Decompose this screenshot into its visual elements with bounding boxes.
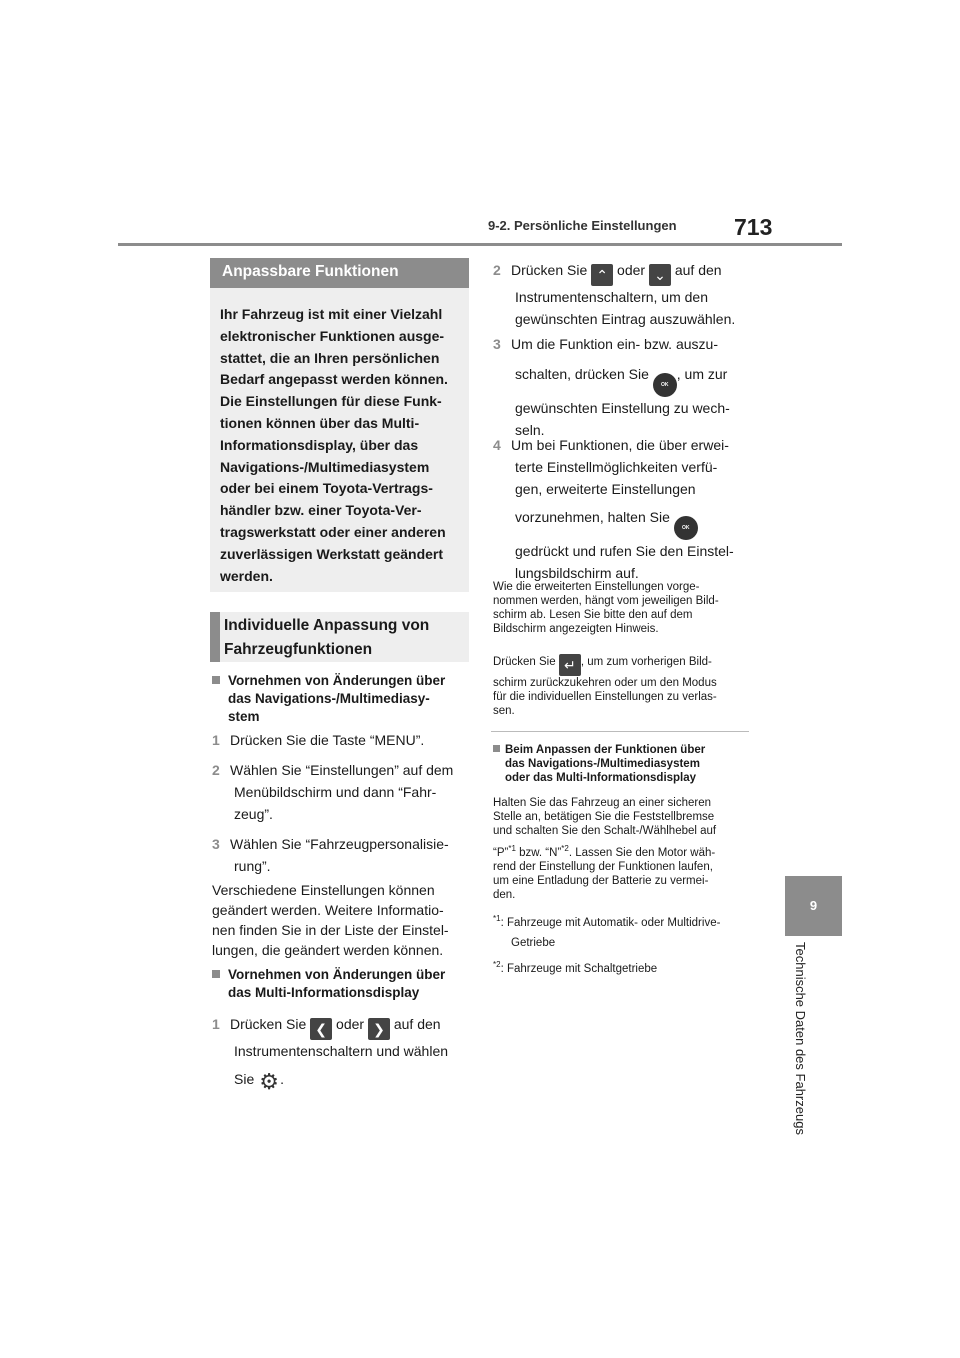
paragraph-settings: Verschiedene Einstellungen können geändert werden. Weitere Informatio- nen finden Sie in der Liste der Einstel- lungen, die geändert werden können. — [212, 882, 449, 958]
step-3: 3 Wählen Sie “Fahrzeugpersonalisie- — [212, 836, 449, 852]
square-bullet-icon — [493, 745, 500, 752]
step-multi-1: 1 Drücken Sie ❮ oder ❯ auf den Instrumentenschaltern und wählen Sie ⚙. — [212, 1016, 449, 1094]
intro-text: Ihr Fahrzeug ist mit einer Vielzahl elektronischer Funktionen ausge- stattet, die an Ihren persönlichen Bedarf angepasst werden können. Die Einstellungen für diese Funk- tionen können über das Multi- Informationsdisplay, über das Navigations-/Multimediasystem oder bei einem Toyota-Vertrags- händler bzw. einer Toyota-Ver- tragswerkstatt oder einer anderen zuverlässigen Werkstatt geändert werden. — [220, 306, 448, 584]
back-icon: ↵ — [559, 654, 581, 676]
ok-button-icon: OK — [674, 516, 698, 540]
subsection-adjust: Beim Anpassen der Funktionen über das Navigations-/Multimediasystem oder das Multi-Informationsdisplay — [493, 743, 755, 785]
chevron-up-icon: ⌃ — [591, 264, 613, 286]
step-right-2: 2 Drücken Sie ⌃ oder ⌄ auf den Instrumentenschaltern, um den gewünschten Eintrag auszuwählen. — [493, 262, 736, 327]
subsection-multi-info: Vornehmen von Änderungen über das Multi-Informationsdisplay — [212, 966, 472, 1002]
note-back: Drücken Sie ↵ , um zum vorherigen Bild- schirm zurückzukehren oder um den Modus für die individuellen Einstellungen zu verlas- sen. — [493, 656, 717, 717]
square-bullet-icon — [212, 676, 220, 684]
steps-navigation: 1 Drücken Sie die Taste “MENU”. 2 Wählen Sie “Einstellungen” auf dem Menübildschirm und dann “Fahr- zeug”. 3 Wählen Sie “Fahrzeugpersonalisie- rung”. — [212, 729, 472, 877]
chevron-down-icon: ⌄ — [649, 264, 671, 286]
chapter-title: Technische Daten des Fahrzeugs — [793, 942, 808, 1135]
section-title: 9-2. Persönliche Einstellungen — [488, 218, 677, 233]
footnotes: $^{*1}$: Fahrzeuge mit Automatik- oder Multidrive- Getriebe $^{*2}$: Fahrzeuge mit Schaltgetriebe — [493, 914, 721, 975]
step-2: 2 Wählen Sie “Einstellungen” auf dem — [212, 762, 454, 778]
body-adjust: Halten Sie das Fahrzeug an einer sicheren Stelle an, betätigen Sie die Feststellbremse und schalten Sie den Schalt-/Wählhebel auf “P”$^{*1}$ bzw. “N”$^{*2}$. Lassen Sie den Motor wäh- rend der Einstellung der Funktionen laufen, um eine Entladung der Batterie zu vermei- den. — [493, 797, 717, 901]
heading2-bar — [210, 612, 220, 662]
square-bullet-icon — [212, 970, 220, 978]
header-rule — [118, 243, 842, 246]
subsection-navigation: Vornehmen von Änderungen über das Navigations-/Multimediasy- stem — [212, 672, 470, 726]
page-number: 713 — [734, 214, 773, 240]
gear-icon: ⚙ — [259, 1069, 279, 1094]
ok-button-icon: OK — [653, 373, 677, 397]
chevron-left-icon: ❮ — [310, 1018, 332, 1040]
chevron-right-icon: ❯ — [368, 1018, 390, 1040]
heading-individuelle-anpassung: Individuelle Anpassung von Fahrzeugfunktionen — [220, 612, 469, 662]
heading-anpassbare-funktionen: Anpassbare Funktionen — [210, 258, 469, 288]
step-1: 1 Drücken Sie die Taste “MENU”. — [212, 732, 425, 748]
note-advanced: Wie die erweiterten Einstellungen vorge- nommen werden, hängt vom jeweiligen Bild- schirm ab. Lesen Sie bitte den auf dem Bildschirm angezeigten Hinweis. — [493, 581, 719, 635]
section-divider — [491, 731, 749, 732]
step-right-3: 3 Um die Funktion ein- bzw. auszu- schalten, drücken Sie OK, um zur gewünschten Einstellung zu wech- seln. — [493, 336, 730, 438]
step-right-4: 4 Um bei Funktionen, die über erwei- terte Einstellmöglichkeiten verfü- gen, erweiterte Einstellungen vorzunehmen, halten Sie OK gedrückt und rufen Sie den Einstel- lungsbildschirm auf. — [493, 437, 734, 581]
intro-box — [210, 288, 469, 592]
chapter-number: 9 — [809, 898, 818, 913]
